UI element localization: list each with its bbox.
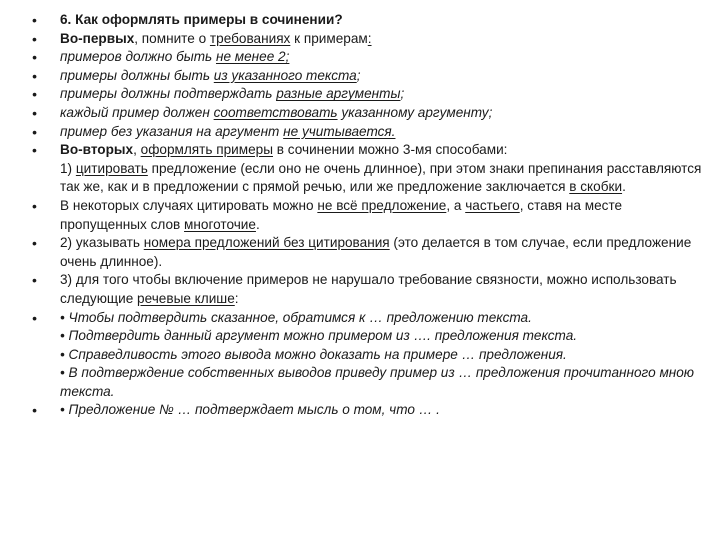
text-fragment: : bbox=[234, 290, 239, 306]
underlined-text: разные аргументы bbox=[276, 86, 401, 102]
list-item bbox=[32, 104, 708, 123]
bullet-list bbox=[32, 11, 708, 420]
text-fragment: ; bbox=[400, 86, 405, 102]
list-item-heading bbox=[32, 11, 708, 30]
underlined-text: в скобки bbox=[569, 179, 623, 195]
text-fragment: примеры должны подтверждать bbox=[60, 86, 277, 102]
underlined-text: из указанного текста bbox=[213, 67, 357, 83]
text-fragment: В некоторых случаях цитировать можно bbox=[60, 197, 318, 213]
underlined-text: номера предложений без цитирования bbox=[143, 235, 390, 251]
list-item bbox=[32, 123, 708, 142]
underlined-text: многоточие bbox=[184, 216, 256, 232]
text-fragment: к примерам bbox=[290, 30, 368, 46]
text-fragment: в сочинении можно 3-мя способами: bbox=[273, 142, 508, 158]
list-item bbox=[32, 30, 708, 49]
text-fragment: , bbox=[133, 142, 141, 158]
text-fragment: примеров должно быть bbox=[60, 49, 216, 65]
underlined-text: не учитывается. bbox=[283, 123, 396, 139]
text-fragment: , а bbox=[446, 197, 466, 213]
underlined-text: требованиях bbox=[209, 30, 291, 46]
text-fragment: 1) bbox=[60, 160, 76, 176]
list-item bbox=[32, 234, 708, 271]
text-fragment: пример без указания на аргумент bbox=[60, 123, 284, 139]
underlined-text: не менее 2; bbox=[215, 49, 290, 65]
text-fragment: 3) для того чтобы включение примеров не нарушало требование связности, можно использовать следующие bbox=[60, 272, 677, 306]
underlined-text: речевые клише bbox=[137, 290, 235, 306]
text-fragment: , помните о bbox=[134, 30, 210, 46]
text-fragment: (это делается в том случае, если предложение очень длинное). bbox=[60, 235, 692, 269]
list-item bbox=[32, 197, 708, 234]
section-heading: 6. Как оформлять примеры в сочинении? bbox=[60, 12, 343, 27]
list-item bbox=[32, 271, 708, 308]
underlined-text: не всё предложение bbox=[317, 197, 447, 213]
text-fragment: указанному аргументу; bbox=[337, 104, 493, 120]
text-fragment: каждый пример должен bbox=[60, 104, 214, 120]
underlined-text: соответствовать bbox=[213, 104, 338, 120]
list-item bbox=[32, 401, 708, 420]
cliche-line: • Справедливость этого вывода можно доказать на примере … предложения. bbox=[60, 346, 567, 362]
underlined-text: оформлять примеры bbox=[140, 142, 273, 158]
list-item bbox=[32, 48, 708, 67]
underlined-text: цитировать bbox=[75, 160, 148, 176]
list-item-continuation bbox=[32, 160, 708, 197]
underlined-text: частьего bbox=[465, 197, 520, 213]
list-item bbox=[32, 67, 708, 86]
underlined-text: : bbox=[367, 30, 372, 46]
text-fragment: , ставя на месте пропущенных слов bbox=[60, 197, 623, 232]
text-fragment: примеры должны быть bbox=[60, 67, 214, 83]
cliche-line: • Предложение № … подтверждает мысль о том, что … . bbox=[60, 402, 440, 418]
list-item bbox=[32, 141, 708, 160]
cliche-line: • • Чтобы подтвердить сказанное, обратимся к … предложению текста. bbox=[60, 309, 532, 325]
list-item-cliches bbox=[32, 309, 708, 402]
text-fragment: . bbox=[622, 179, 626, 195]
cliche-line: • В подтверждение собственных выводов приведу пример из … предложения прочитанного мною текста. bbox=[60, 365, 695, 399]
text-fragment: . bbox=[255, 216, 260, 232]
cliche-line: • Подтвердить данный аргумент можно примером из …. предложения текста. bbox=[60, 328, 578, 344]
text-fragment: Во-первых bbox=[60, 30, 135, 46]
text-fragment: Во-вторых bbox=[60, 142, 134, 158]
text-fragment: ; bbox=[356, 67, 361, 83]
text-fragment: 2) указывать bbox=[60, 235, 144, 251]
list-item bbox=[32, 85, 708, 104]
text-fragment: предложение (если оно не очень длинное), при этом знаки препинания расставляются так же, как и в предложении с прямой речью, или же предложение заключается bbox=[60, 160, 702, 195]
